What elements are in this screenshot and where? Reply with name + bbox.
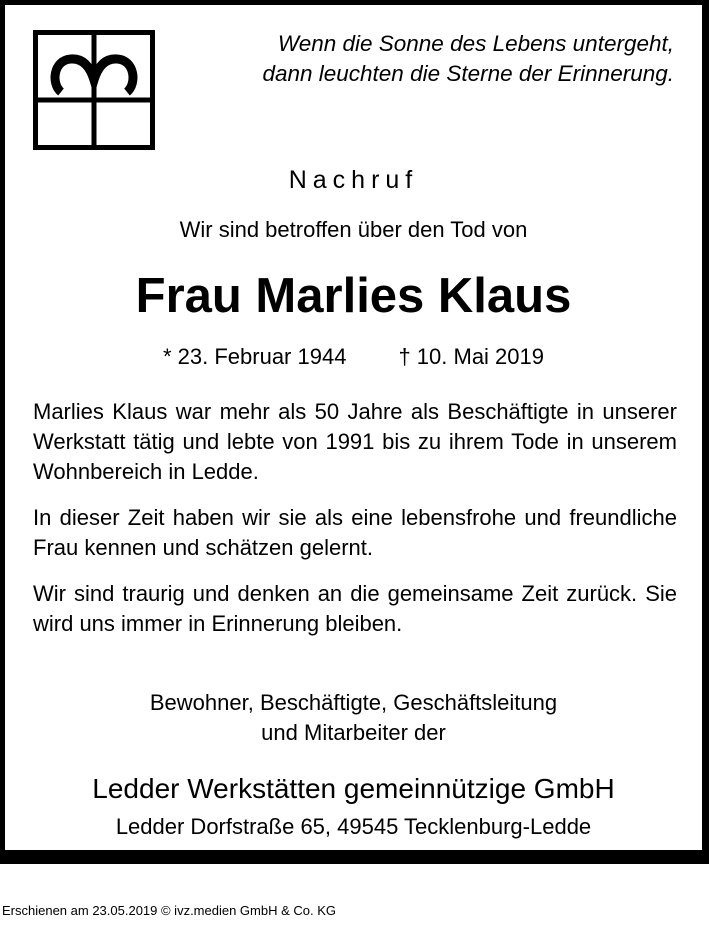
intro-text: Wir sind betroffen über den Tod von bbox=[179, 217, 528, 242]
signature-line-1: Bewohner, Beschäftigte, Geschäftsleitung bbox=[149, 690, 558, 715]
paragraph-3: Wir sind traurig und denken an die gemeinsame Zeit zurück. Sie wird uns immer in Erinnerung bleiben. bbox=[33, 581, 677, 636]
obituary-heading: Nachruf bbox=[288, 166, 419, 194]
signature-block bbox=[5, 688, 702, 748]
paragraph-2: In dieser Zeit haben wir sie als eine lebensfrohe und freundliche Frau kennen und schätzen gelernt. bbox=[33, 505, 677, 560]
emblem-icon bbox=[33, 30, 155, 150]
motto-line-2: dann leuchten die Sterne der Erinnerung. bbox=[262, 61, 674, 86]
paragraph-1: Marlies Klaus war mehr als 50 Jahre als Beschäftigte in unserer Werkstatt tätig und lebte von 1991 bis zu ihrem Tode in unserem Wohnbereich in Ledde. bbox=[33, 399, 677, 484]
signature-line-2: und Mitarbeiter der bbox=[261, 720, 446, 745]
motto-line-1: Wenn die Sonne des Lebens untergeht, bbox=[277, 31, 674, 56]
obituary-body bbox=[33, 397, 677, 655]
birth-date: * 23. Februar 1944 bbox=[162, 344, 347, 369]
publication-footer: Erschienen am 23.05.2019 © ivz.medien GmbH & Co. KG bbox=[2, 903, 337, 918]
motto bbox=[194, 29, 674, 89]
death-date: † 10. Mai 2019 bbox=[398, 344, 544, 369]
life-dates bbox=[5, 342, 702, 372]
deceased-name: Frau Marlies Klaus bbox=[135, 269, 572, 323]
organization-name: Ledder Werkstätten gemeinnützige GmbH bbox=[92, 773, 615, 804]
organization-address: Ledder Dorfstraße 65, 49545 Tecklenburg-Ledde bbox=[115, 814, 592, 839]
